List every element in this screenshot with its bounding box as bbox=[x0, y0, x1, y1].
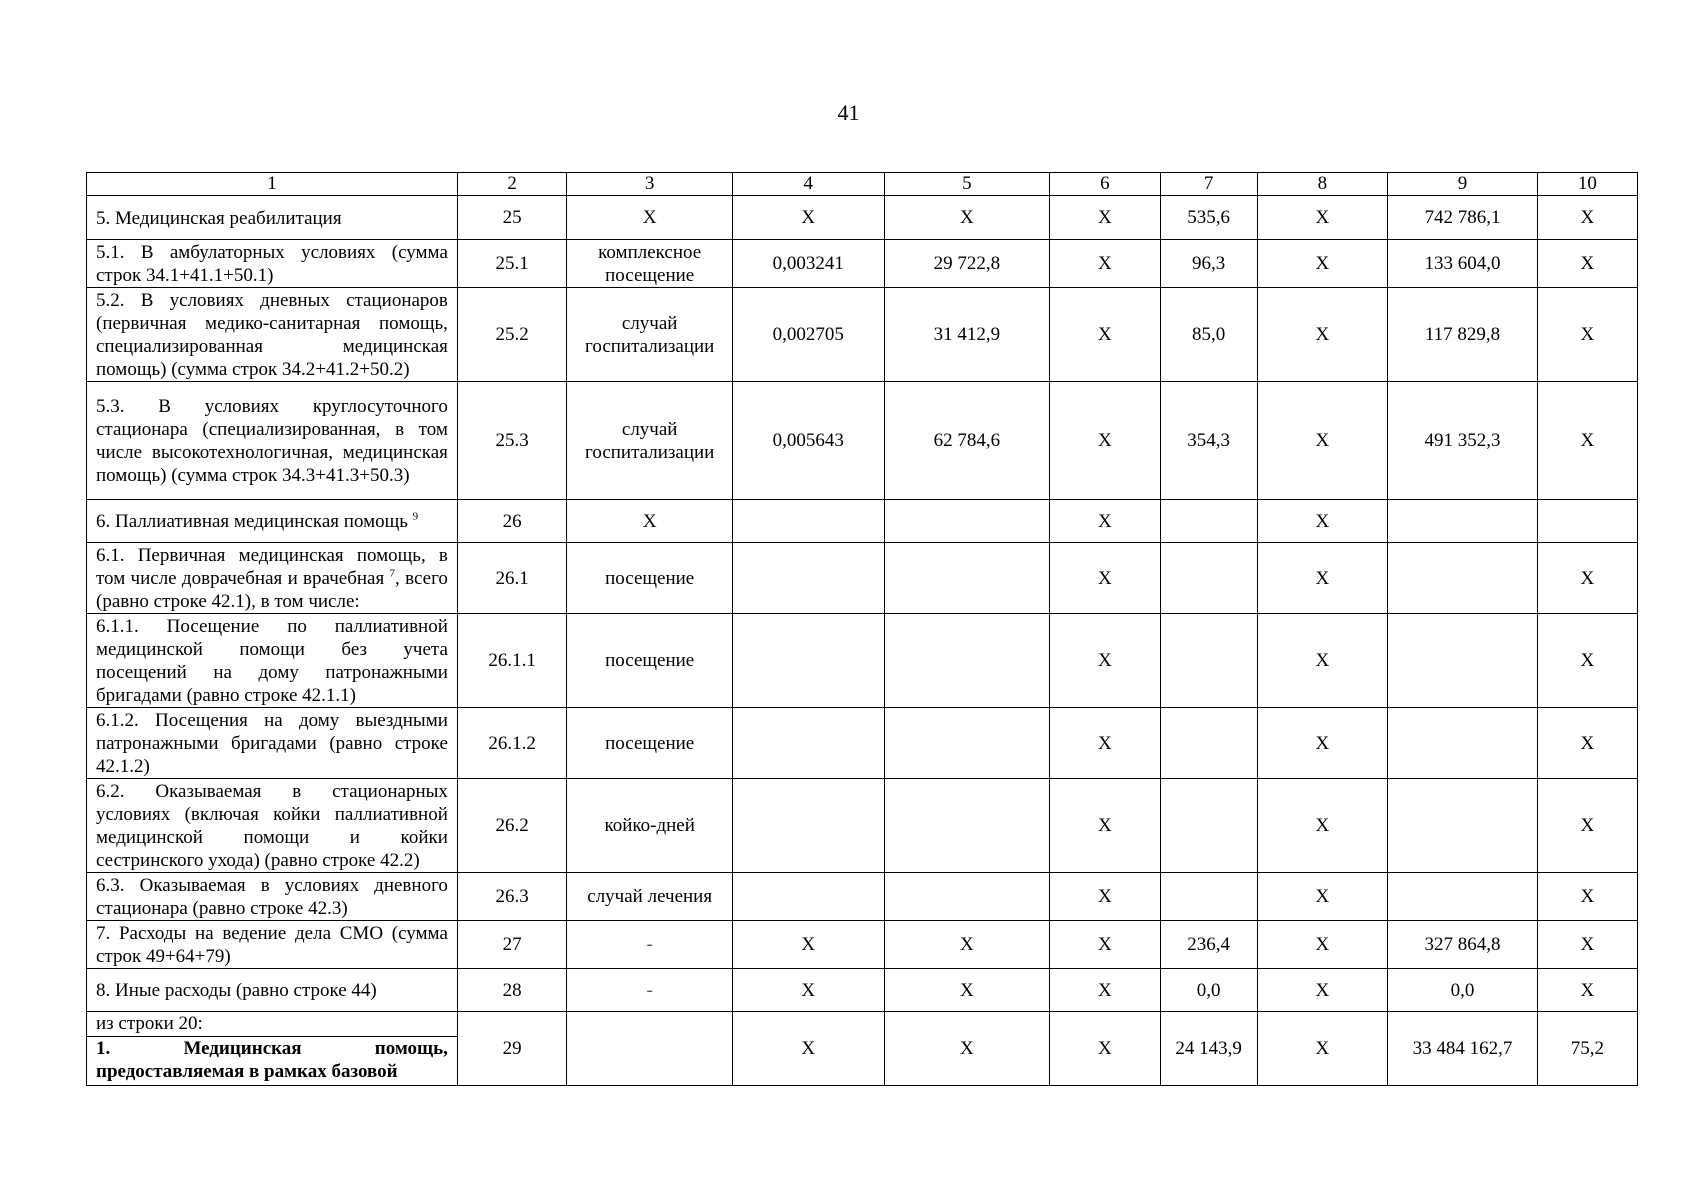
row-name-tail: , всего (равно строке 42.1), в том числе: bbox=[96, 568, 448, 612]
cell-col5: X bbox=[884, 969, 1049, 1012]
cell-col10: X bbox=[1537, 708, 1637, 779]
cell-col6: X bbox=[1050, 382, 1161, 500]
cell-col4: 0,005643 bbox=[732, 382, 884, 500]
row-code: 25.1 bbox=[457, 240, 567, 288]
cell-col5 bbox=[884, 543, 1049, 614]
cell-col8: X bbox=[1257, 196, 1388, 240]
table-row bbox=[87, 500, 1638, 543]
cell-col10 bbox=[1537, 500, 1637, 543]
cell-col8: X bbox=[1257, 1012, 1388, 1086]
cell-col6: X bbox=[1050, 921, 1161, 969]
page-number: 41 bbox=[837, 100, 860, 125]
cell-col10: X bbox=[1537, 543, 1637, 614]
cell-col5 bbox=[884, 873, 1049, 921]
cell-col4: X bbox=[732, 196, 884, 240]
cell-col6: X bbox=[1050, 873, 1161, 921]
cell-col9 bbox=[1388, 543, 1538, 614]
row-code: 27 bbox=[457, 921, 567, 969]
cell-col8: X bbox=[1257, 779, 1388, 873]
cell-col8: X bbox=[1257, 873, 1388, 921]
cell-col9: 33 484 162,7 bbox=[1388, 1012, 1538, 1086]
cell-col7: 24 143,9 bbox=[1160, 1012, 1257, 1086]
row-code: 25.3 bbox=[457, 382, 567, 500]
cell-col6: X bbox=[1050, 543, 1161, 614]
cell-col4: X bbox=[732, 969, 884, 1012]
row-name-text: 6. Паллиативная медицинская помощь bbox=[96, 511, 408, 532]
cell-col8: X bbox=[1257, 288, 1388, 382]
column-number: 3 bbox=[567, 173, 732, 196]
column-number: 8 bbox=[1257, 173, 1388, 196]
cell-col9 bbox=[1388, 873, 1538, 921]
table-row bbox=[87, 614, 1638, 708]
row-unit: посещение bbox=[567, 708, 732, 779]
cell-col10: X bbox=[1537, 614, 1637, 708]
table-row bbox=[87, 196, 1638, 240]
cell-col4: 0,003241 bbox=[732, 240, 884, 288]
table-row bbox=[87, 382, 1638, 500]
cell-col6: X bbox=[1050, 240, 1161, 288]
row-name: 6.1.1. Посещение по паллиативной медицинской помощи без учета посещений на дому патронажными бригадами (равно строке 42.1.1) bbox=[87, 614, 458, 708]
cell-col10: X bbox=[1537, 382, 1637, 500]
row-code: 26.2 bbox=[457, 779, 567, 873]
cell-col5: 31 412,9 bbox=[884, 288, 1049, 382]
row-unit: случай госпитализации bbox=[567, 382, 732, 500]
cell-col4 bbox=[732, 543, 884, 614]
cell-col7: 85,0 bbox=[1160, 288, 1257, 382]
cell-col10: X bbox=[1537, 779, 1637, 873]
row-unit: случай госпитализации bbox=[567, 288, 732, 382]
row-unit: X bbox=[567, 196, 732, 240]
row-name: 5. Медицинская реабилитация bbox=[87, 196, 458, 240]
cell-col7 bbox=[1160, 708, 1257, 779]
cell-col6: X bbox=[1050, 288, 1161, 382]
row-code: 28 bbox=[457, 969, 567, 1012]
cell-col8: X bbox=[1257, 543, 1388, 614]
cell-col8: X bbox=[1257, 382, 1388, 500]
column-number: 5 bbox=[884, 173, 1049, 196]
row-unit bbox=[567, 1012, 732, 1086]
cell-col9: 327 864,8 bbox=[1388, 921, 1538, 969]
row-code: 26.1.2 bbox=[457, 708, 567, 779]
row-name: 6.3. Оказываемая в условиях дневного стационара (равно строке 42.3) bbox=[87, 873, 458, 921]
cell-col7: 0,0 bbox=[1160, 969, 1257, 1012]
cell-col6: X bbox=[1050, 614, 1161, 708]
row-name: 7. Расходы на ведение дела СМО (сумма строк 49+64+79) bbox=[87, 921, 458, 969]
cell-col10: X bbox=[1537, 196, 1637, 240]
table-row bbox=[87, 708, 1638, 779]
table-row bbox=[87, 873, 1638, 921]
column-number: 7 bbox=[1160, 173, 1257, 196]
cell-col7 bbox=[1160, 779, 1257, 873]
cell-col7: 96,3 bbox=[1160, 240, 1257, 288]
row-code: 26.3 bbox=[457, 873, 567, 921]
row-name bbox=[87, 543, 458, 614]
cell-col4 bbox=[732, 614, 884, 708]
table-row bbox=[87, 921, 1638, 969]
table-row bbox=[87, 288, 1638, 382]
cell-col4: X bbox=[732, 1012, 884, 1086]
cell-col4 bbox=[732, 779, 884, 873]
cell-col7 bbox=[1160, 543, 1257, 614]
cell-col9 bbox=[1388, 614, 1538, 708]
cell-col8: X bbox=[1257, 614, 1388, 708]
row-unit: - bbox=[567, 969, 732, 1012]
cell-col5: 62 784,6 bbox=[884, 382, 1049, 500]
row-name: 8. Иные расходы (равно строке 44) bbox=[87, 969, 458, 1012]
cell-col6: X bbox=[1050, 1012, 1161, 1086]
cell-col7: 535,6 bbox=[1160, 196, 1257, 240]
cell-col5 bbox=[884, 708, 1049, 779]
cell-col6: X bbox=[1050, 708, 1161, 779]
cell-col9: 133 604,0 bbox=[1388, 240, 1538, 288]
cell-col9 bbox=[1388, 779, 1538, 873]
footnote-mark: 7 bbox=[389, 567, 396, 580]
cell-col5: X bbox=[884, 921, 1049, 969]
row-code: 26.1.1 bbox=[457, 614, 567, 708]
cell-col4 bbox=[732, 708, 884, 779]
row-name bbox=[87, 500, 458, 543]
row-unit: X bbox=[567, 500, 732, 543]
cell-col7 bbox=[1160, 873, 1257, 921]
row-code: 29 bbox=[457, 1012, 567, 1086]
row-name: 5.2. В условиях дневных стационаров (первичная медико-санитарная помощь, специализированная медицинская помощь) (сумма строк 34.2+41.2+50.2) bbox=[87, 288, 458, 382]
table-row bbox=[87, 240, 1638, 288]
cell-col5 bbox=[884, 779, 1049, 873]
cell-col10: 75,2 bbox=[1537, 1012, 1637, 1086]
data-table bbox=[86, 172, 1638, 1086]
row-name: 6.2. Оказываемая в стационарных условиях (включая койки паллиативной медицинской помощи и койки сестринского ухода) (равно строке 42.2) bbox=[87, 779, 458, 873]
row-unit: случай лечения bbox=[567, 873, 732, 921]
row-name bbox=[87, 1012, 458, 1086]
cell-col6: X bbox=[1050, 969, 1161, 1012]
column-number: 4 bbox=[732, 173, 884, 196]
cell-col9: 117 829,8 bbox=[1388, 288, 1538, 382]
cell-col7: 354,3 bbox=[1160, 382, 1257, 500]
cell-col9 bbox=[1388, 500, 1538, 543]
column-number: 6 bbox=[1050, 173, 1161, 196]
table-row bbox=[87, 779, 1638, 873]
table-row bbox=[87, 969, 1638, 1012]
cell-col9 bbox=[1388, 708, 1538, 779]
cell-col4: 0,002705 bbox=[732, 288, 884, 382]
cell-col10: X bbox=[1537, 969, 1637, 1012]
cell-col8: X bbox=[1257, 969, 1388, 1012]
row-name: 6.1.2. Посещения на дому выездными патронажными бригадами (равно строке 42.1.2) bbox=[87, 708, 458, 779]
table-row bbox=[87, 1012, 1638, 1086]
cell-col5 bbox=[884, 614, 1049, 708]
cell-col7 bbox=[1160, 500, 1257, 543]
cell-col8: X bbox=[1257, 500, 1388, 543]
table-row bbox=[87, 543, 1638, 614]
column-number: 10 bbox=[1537, 173, 1637, 196]
cell-col8: X bbox=[1257, 921, 1388, 969]
column-number: 2 bbox=[457, 173, 567, 196]
cell-col5: X bbox=[884, 196, 1049, 240]
column-number-row bbox=[87, 173, 1638, 196]
cell-col4: X bbox=[732, 921, 884, 969]
cell-col6: X bbox=[1050, 196, 1161, 240]
cell-col7 bbox=[1160, 614, 1257, 708]
row-prefix: из строки 20: bbox=[87, 1012, 457, 1037]
row-code: 26 bbox=[457, 500, 567, 543]
column-number: 9 bbox=[1388, 173, 1538, 196]
cell-col10: X bbox=[1537, 873, 1637, 921]
cell-col9: 742 786,1 bbox=[1388, 196, 1538, 240]
cell-col5 bbox=[884, 500, 1049, 543]
column-number: 1 bbox=[87, 173, 458, 196]
cell-col10: X bbox=[1537, 288, 1637, 382]
row-unit: комплексное посещение bbox=[567, 240, 732, 288]
cell-col8: X bbox=[1257, 240, 1388, 288]
cell-col10: X bbox=[1537, 921, 1637, 969]
row-name-text: 6.1. Первичная медицинская помощь, в том числе доврачебная и врачебная bbox=[96, 545, 448, 589]
row-unit: - bbox=[567, 921, 732, 969]
cell-col9: 491 352,3 bbox=[1388, 382, 1538, 500]
footnote-mark: 9 bbox=[412, 510, 419, 523]
cell-col10: X bbox=[1537, 240, 1637, 288]
row-code: 25 bbox=[457, 196, 567, 240]
cell-col5: 29 722,8 bbox=[884, 240, 1049, 288]
row-name: 5.1. В амбулаторных условиях (сумма строк 34.1+41.1+50.1) bbox=[87, 240, 458, 288]
cell-col9: 0,0 bbox=[1388, 969, 1538, 1012]
row-name-text: 1. Медицинская помощь, предоставляемая в рамках базовой bbox=[96, 1038, 448, 1082]
cell-col8: X bbox=[1257, 708, 1388, 779]
row-unit: посещение bbox=[567, 614, 732, 708]
row-unit: посещение bbox=[567, 543, 732, 614]
row-code: 26.1 bbox=[457, 543, 567, 614]
row-name: 5.3. В условиях круглосуточного стационара (специализированная, в том числе высокотехнологичная, медицинская помощь) (сумма строк 34.3+41.3+50.3) bbox=[87, 382, 458, 500]
cell-col5: X bbox=[884, 1012, 1049, 1086]
cell-col4 bbox=[732, 500, 884, 543]
row-unit: койко-дней bbox=[567, 779, 732, 873]
row-code: 25.2 bbox=[457, 288, 567, 382]
cell-col7: 236,4 bbox=[1160, 921, 1257, 969]
cell-col6: X bbox=[1050, 779, 1161, 873]
cell-col4 bbox=[732, 873, 884, 921]
cell-col6: X bbox=[1050, 500, 1161, 543]
